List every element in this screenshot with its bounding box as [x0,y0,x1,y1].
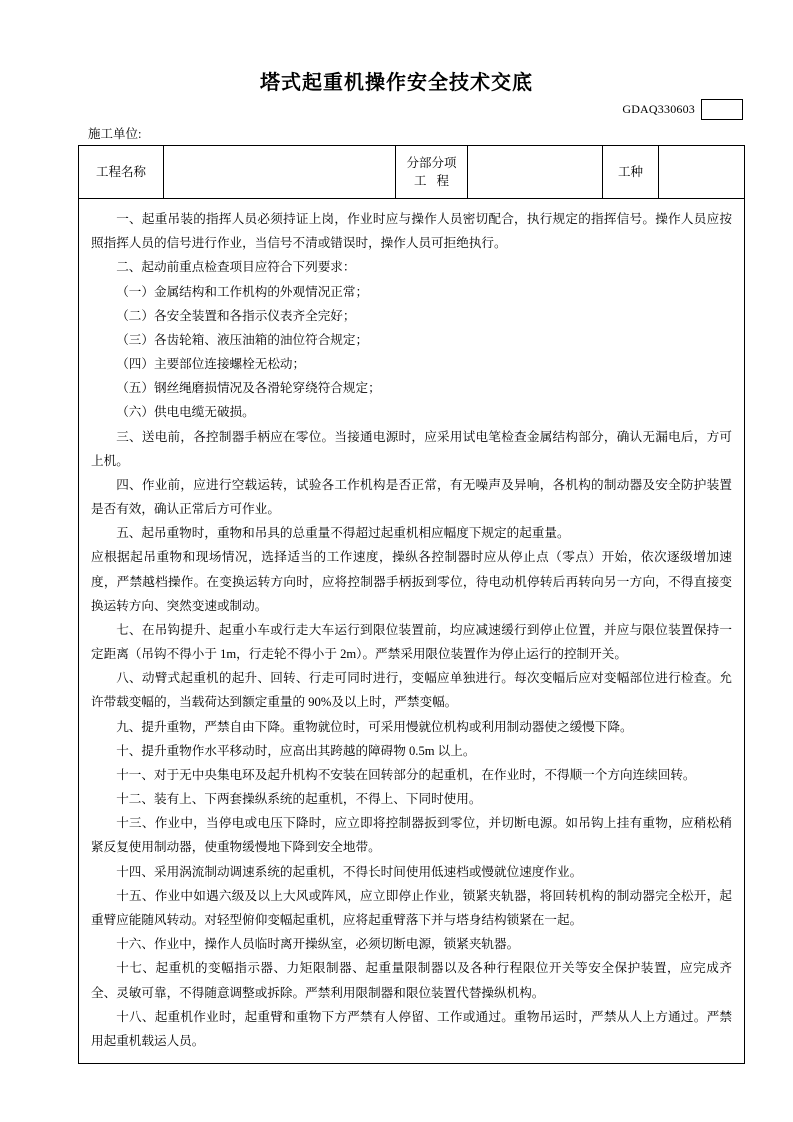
sub-project-label [396,146,468,199]
content-paragraph: 应根据起吊重物和现场情况，选择适当的工作速度，操纵各控制器时应从停止点（零点）开始，依次逐级增加速度，严禁越档操作。在变换运转方向时，应将控制器手柄扳到零位，待电动机停转后再转向另一方向，不得直接变换运转方向、突然变速或制动。 [91,550,732,613]
work-type-value[interactable] [659,146,745,199]
content-paragraph: 十七、起重机的变幅指示器、力矩限制器、起重量限制器以及各种行程限位开关等安全保护装置，应完成齐全、灵敏可靠，不得随意调整或拆除。严禁利用限制器和限位装置代替操纵机构。 [91,961,732,1000]
document-code-box[interactable] [701,99,743,120]
content-paragraph: 七、在吊钩提升、起重小车或行走大车运行到限位装置前，均应减速缓行到停止位置，并应与限位装置保持一定距离（吊钩不得小于 1m，行走轮不得小于 2m）。严禁采用限位装置作为停止运行的控制开关。 [91,622,732,662]
sub-project-value[interactable] [468,146,603,199]
disclosure-content [91,207,732,1053]
content-paragraph: （四）主要部位连接螺栓无松动； [116,357,306,372]
table-row-body [79,199,745,1064]
content-paragraph: 十四、采用涡流制动调速系统的起重机，不得长时间使用低速档或慢就位速度作业。 [116,864,583,879]
content-paragraph: （二）各安全装置和各指示仪表齐全完好； [116,308,356,323]
project-name-value[interactable] [164,146,396,199]
document-code-label: GDAQ330603 [622,102,695,116]
content-paragraph: 四、作业前，应进行空载运转，试验各工作机构是否正常，有无噪声及异响，各机构的制动器及安全防护装置是否有效，确认正常后方可作业。 [91,477,732,517]
project-name-label: 工程名称 [79,146,164,199]
sub-project-label-line1: 分部分项 [406,155,457,170]
content-paragraph: 十八、起重机作业时，起重臂和重物下方严禁有人停留、工作或通过。重物吊运时，严禁从人上方通过。严禁用起重机载运人员。 [91,1009,732,1048]
content-paragraph: 十、提升重物作水平移动时，应高出其跨越的障碍物 0.5m 以上。 [116,743,476,758]
content-paragraph: （一）金属结构和工作机构的外观情况正常； [116,284,369,299]
main-document-table [78,145,745,1064]
content-paragraph: 三、送电前，各控制器手柄应在零位。当接通电源时，应采用试电笔检查金属结构部分，确认无漏电后，方可上机。 [91,429,732,468]
content-paragraph: 十三、作业中，当停电或电压下降时，应立即将控制器扳到零位，并切断电源。如吊钩上挂有重物，应稍松稍紧反复使用制动器，使重物缓慢地下降到安全地带。 [91,816,732,855]
content-paragraph: 十六、作业中，操作人员临时离开操纵室，必须切断电源，锁紧夹轨器。 [116,937,520,952]
table-row-header [79,146,745,199]
sub-project-label-line2-suffix: 程 [436,174,460,188]
document-code-row [622,99,743,120]
content-paragraph: 十二、装有上、下两套操纵系统的起重机，不得上、下同时使用。 [116,792,482,807]
content-paragraph: 五、起吊重物时，重物和吊具的总重量不得超过起重机相应幅度下规定的起重量。 [116,526,570,541]
content-paragraph: （六）供电电缆无破损。 [116,405,255,420]
construction-unit-label: 施工单位: [88,127,142,141]
content-paragraph: （五）钢丝绳磨损情况及各滑轮穿绕符合规定； [116,381,381,396]
content-paragraph: 一、起重吊装的指挥人员必须持证上岗，作业时应与操作人员密切配合，执行规定的指挥信号。操作人员应按照指挥人员的信号进行作业，当信号不清或错误时，操作人员可拒绝执行。 [91,212,732,251]
page-title: 塔式起重机操作安全技术交底 [260,70,533,94]
content-paragraph: （三）各齿轮箱、液压油箱的油位符合规定； [116,332,369,347]
content-paragraph: 十五、作业中如遇六级及以上大风或阵风，应立即停止作业，锁紧夹轨器，将回转机构的制动器完全松开，起重臂应能随风转动。对轻型俯仰变幅起重机，应将起重臂落下并与塔身结构锁紧在一起。 [91,888,732,927]
work-type-label: 工种 [603,146,659,199]
sub-project-label-line2 [396,172,467,190]
content-paragraph: 八、动臂式起重机的起升、回转、行走可同时进行，变幅应单独进行。每次变幅后应对变幅部位进行检查。允许带载变幅的，当载荷达到额定重量的 90%及以上时，严禁变幅。 [91,671,732,710]
sub-project-label-line2-prefix: 工 [413,174,437,188]
content-paragraph: 十一、对于无中央集电环及起升机构不安装在回转部分的起重机，在作业时，不得顺一个方向连续回转。 [116,767,696,782]
disclosure-content-cell [79,199,745,1064]
content-paragraph: 九、提升重物，严禁自由下降。重物就位时，可采用慢就位机构或利用制动器使之缓慢下降。 [116,719,633,734]
content-paragraph: 二、起动前重点检查项目应符合下列要求： [116,260,356,275]
